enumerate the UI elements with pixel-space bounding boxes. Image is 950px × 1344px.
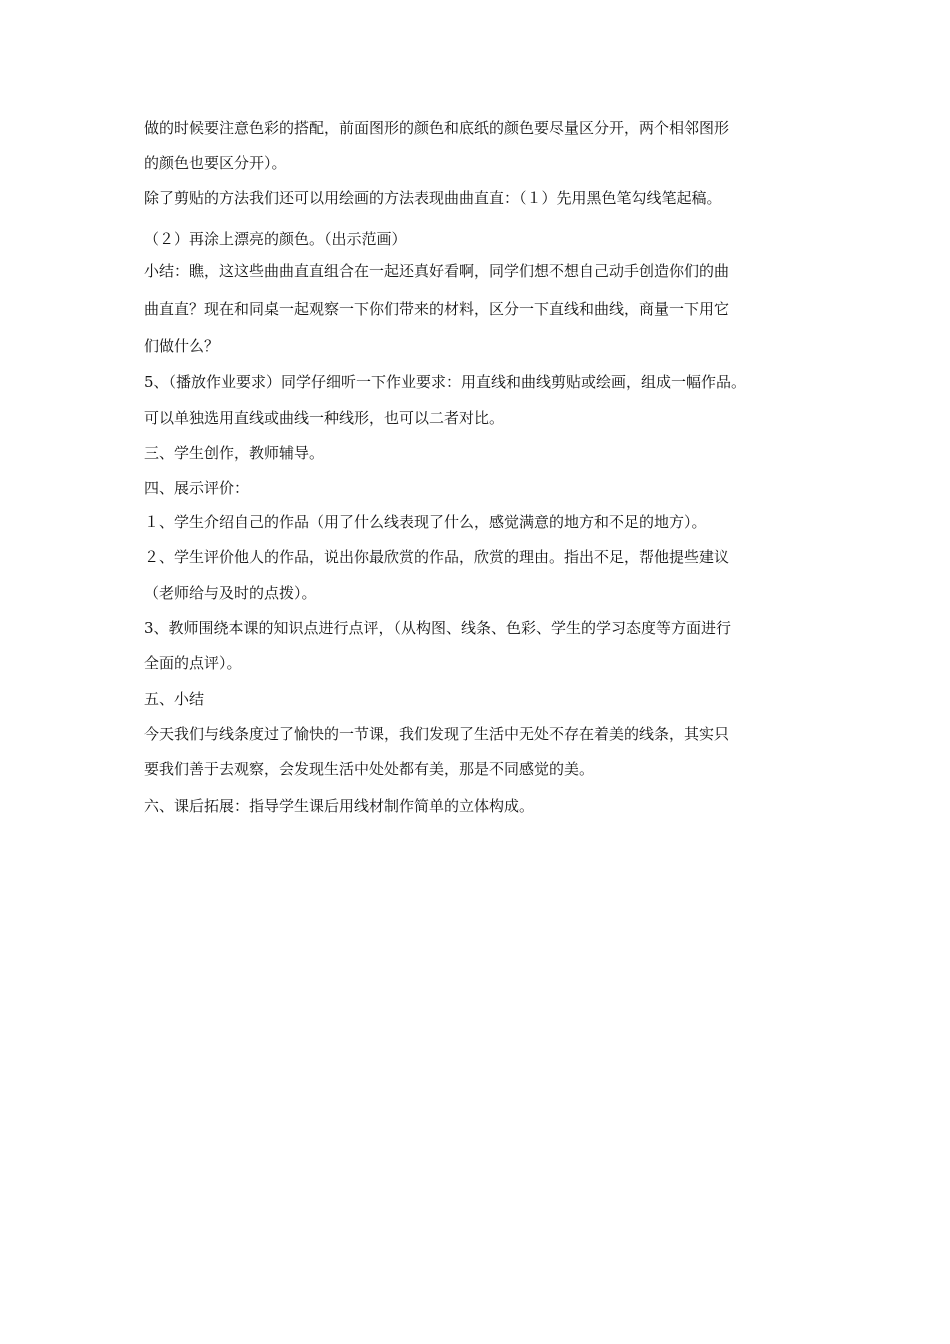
paragraph-line: （２）再涂上漂亮的颜色。（出示范画） (144, 230, 407, 248)
paragraph-line: 们做什么？ (144, 337, 220, 355)
section-heading-4: 四、展示评价： (144, 479, 250, 497)
paragraph-line: 做的时候要注意色彩的搭配，前面图形的颜色和底纸的颜色要尽量区分开，两个相邻图形 (144, 119, 730, 137)
section-heading-5: 五、小结 (144, 690, 205, 708)
list-item-2: ２、学生评价他人的作品，说出你最欣赏的作品，欣赏的理由。指出不足，帮他提些建议 (144, 548, 730, 566)
section-heading-3: 三、学生创作，教师辅导。 (144, 444, 325, 462)
section-heading-6: 六、课后拓展：指导学生课后用线材制作简单的立体构成。 (144, 797, 535, 815)
paragraph-line: 的颜色也要区分开）。 (144, 154, 287, 172)
summary-line: 小结：瞧，这这些曲曲直直组合在一起还真好看啊，同学们想不想自己动手创造你们的曲 (144, 262, 730, 280)
paragraph-line: 曲直直？现在和同桌一起观察一下你们带来的材料，区分一下直线和曲线，商量一下用它 (144, 300, 730, 318)
list-item-1: １、学生介绍自己的作品（用了什么线表现了什么，感觉满意的地方和不足的地方）。 (144, 513, 707, 531)
list-item-5: 5、（播放作业要求）同学仔细听一下作业要求：用直线和曲线剪贴或绘画，组成一幅作品。 (144, 373, 747, 391)
paragraph-line: （老师给与及时的点拨）。 (144, 584, 317, 602)
paragraph-line: 除了剪贴的方法我们还可以用绘画的方法表现曲曲直直：（１）先用黑色笔勾线笔起稿。 (144, 189, 722, 207)
paragraph-line: 全面的点评）。 (144, 654, 242, 672)
paragraph-line: 要我们善于去观察，会发现生活中处处都有美，那是不同感觉的美。 (144, 760, 595, 778)
paragraph-line: 可以单独选用直线或曲线一种线形，也可以二者对比。 (144, 409, 505, 427)
list-item-3: 3、教师围绕本课的知识点进行点评，（从构图、线条、色彩、学生的学习态度等方面进行 (144, 619, 732, 637)
paragraph-line: 今天我们与线条度过了愉快的一节课，我们发现了生活中无处不存在着美的线条，其实只 (144, 725, 730, 743)
